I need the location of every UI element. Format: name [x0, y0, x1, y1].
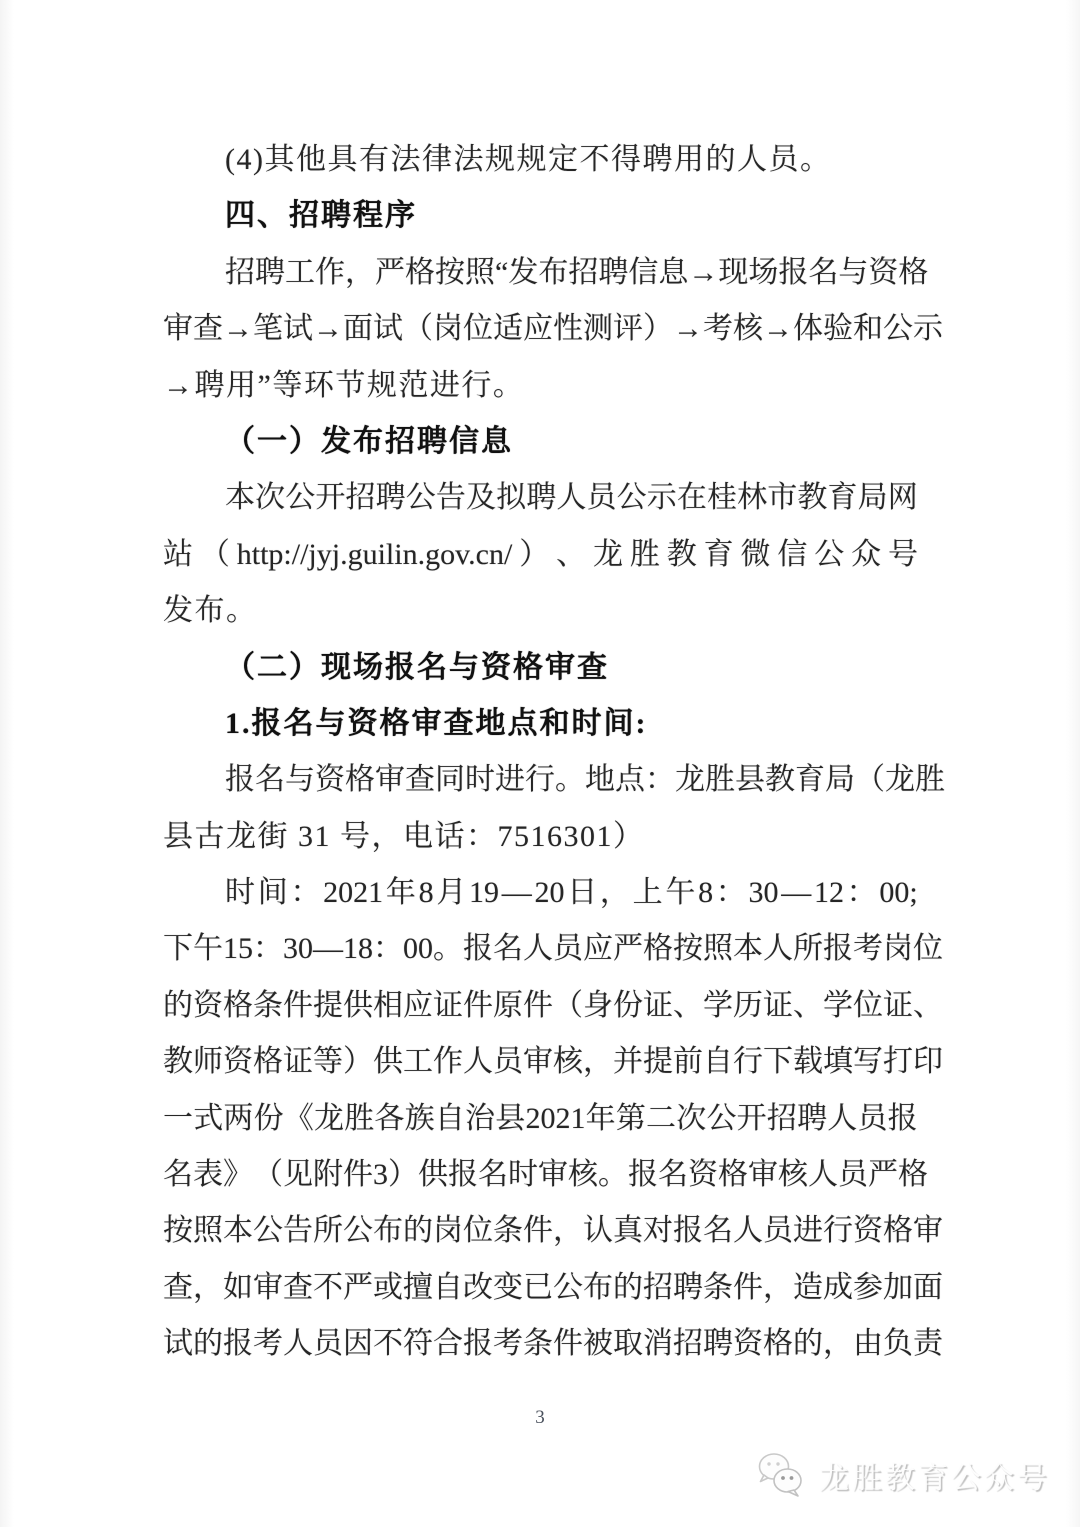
text-line: 站 （ http://jyj.guilin.gov.cn/ ） 、 龙 胜 教 育 微 信 公 众 号 — [163, 537, 918, 571]
watermark — [754, 1447, 1050, 1503]
text-line: 县古龙街 31 号，电话：7516301） — [163, 819, 645, 853]
text-line: 查 ， 如 审 查 不 严 或 擅 自 改 变 已 公 布 的 招 聘 条 件 ， 造 成 参 加 面 — [163, 1270, 943, 1304]
heading-line: 1.报名与资格审查地点和时间: — [225, 706, 648, 740]
text-line: 审 查 → 笔 试 → 面 试 （ 岗 位 适 应 性 测 评 ） → 考 核 → 体 验 和 公 示 — [163, 312, 943, 346]
page-number: 3 — [535, 1407, 545, 1428]
text-line: 下 午 15 ： 30 — 18 ： 00 。 报 名 人 员 应 严 格 按 照 本 人 所 报 考 岗 位 — [163, 932, 943, 966]
text-line: 时 间 ： 2021 年 8 月 19 — 20 日 ， 上 午 8 ： 30 — 12 ： 00; — [225, 876, 918, 910]
text-line: 试 的 报 考 人 员 因 不 符 合 报 考 条 件 被 取 消 招 聘 资 格 的 ， 由 负 责 — [163, 1327, 943, 1361]
text-line: 一 式 两 份 《 龙 胜 各 族 自 治 县 2021 年 第 二 次 公 开 招 聘 人 员 报 — [163, 1101, 918, 1135]
heading-line: 四、招聘程序 — [225, 199, 417, 233]
text-line: 教 师 资 格 证 等 ） 供 工 作 人 员 审 核 ， 并 提 前 自 行 下 载 填 写 打 印 — [163, 1045, 943, 1079]
text-line: 发布。 — [163, 594, 258, 628]
text-line: 本 次 公 开 招 聘 公 告 及 拟 聘 人 员 公 示 在 桂 林 市 教 育 局 网 — [225, 481, 918, 515]
text-line: 报 名 与 资 格 审 查 同 时 进 行 。 地 点 ： 龙 胜 县 教 育 局 （ 龙 胜 — [225, 763, 945, 797]
heading-line: （二）现场报名与资格审查 — [225, 650, 609, 684]
text-line: 按 照 本 公 告 所 公 布 的 岗 位 条 件 ， 认 真 对 报 名 人 员 进 行 资 格 审 — [163, 1214, 943, 1248]
text-line: 名 表 》 （ 见 附 件 3 ） 供 报 名 时 审 核 。 报 名 资 格 审 核 人 员 严 格 — [163, 1158, 928, 1192]
text-line: →聘用”等环节规范进行。 — [163, 368, 525, 402]
wechat-icon — [754, 1447, 810, 1503]
watermark-label: 龙胜教育公众号 — [819, 1462, 1050, 1495]
doc-body — [163, 132, 945, 1373]
text-line: (4)其他具有法律法规规定不得聘用的人员。 — [225, 143, 832, 176]
text-line: 的 资 格 条 件 提 供 相 应 证 件 原 件 （ 身 份 证 、 学 历 证 、 学 位 证 、 — [163, 988, 943, 1022]
text-line: 招 聘 工 作 ， 严 格 按 照 “ 发 布 招 聘 信 息 → 现 场 报 名 与 资 格 — [225, 255, 929, 289]
heading-line: （一）发布招聘信息 — [225, 424, 513, 458]
